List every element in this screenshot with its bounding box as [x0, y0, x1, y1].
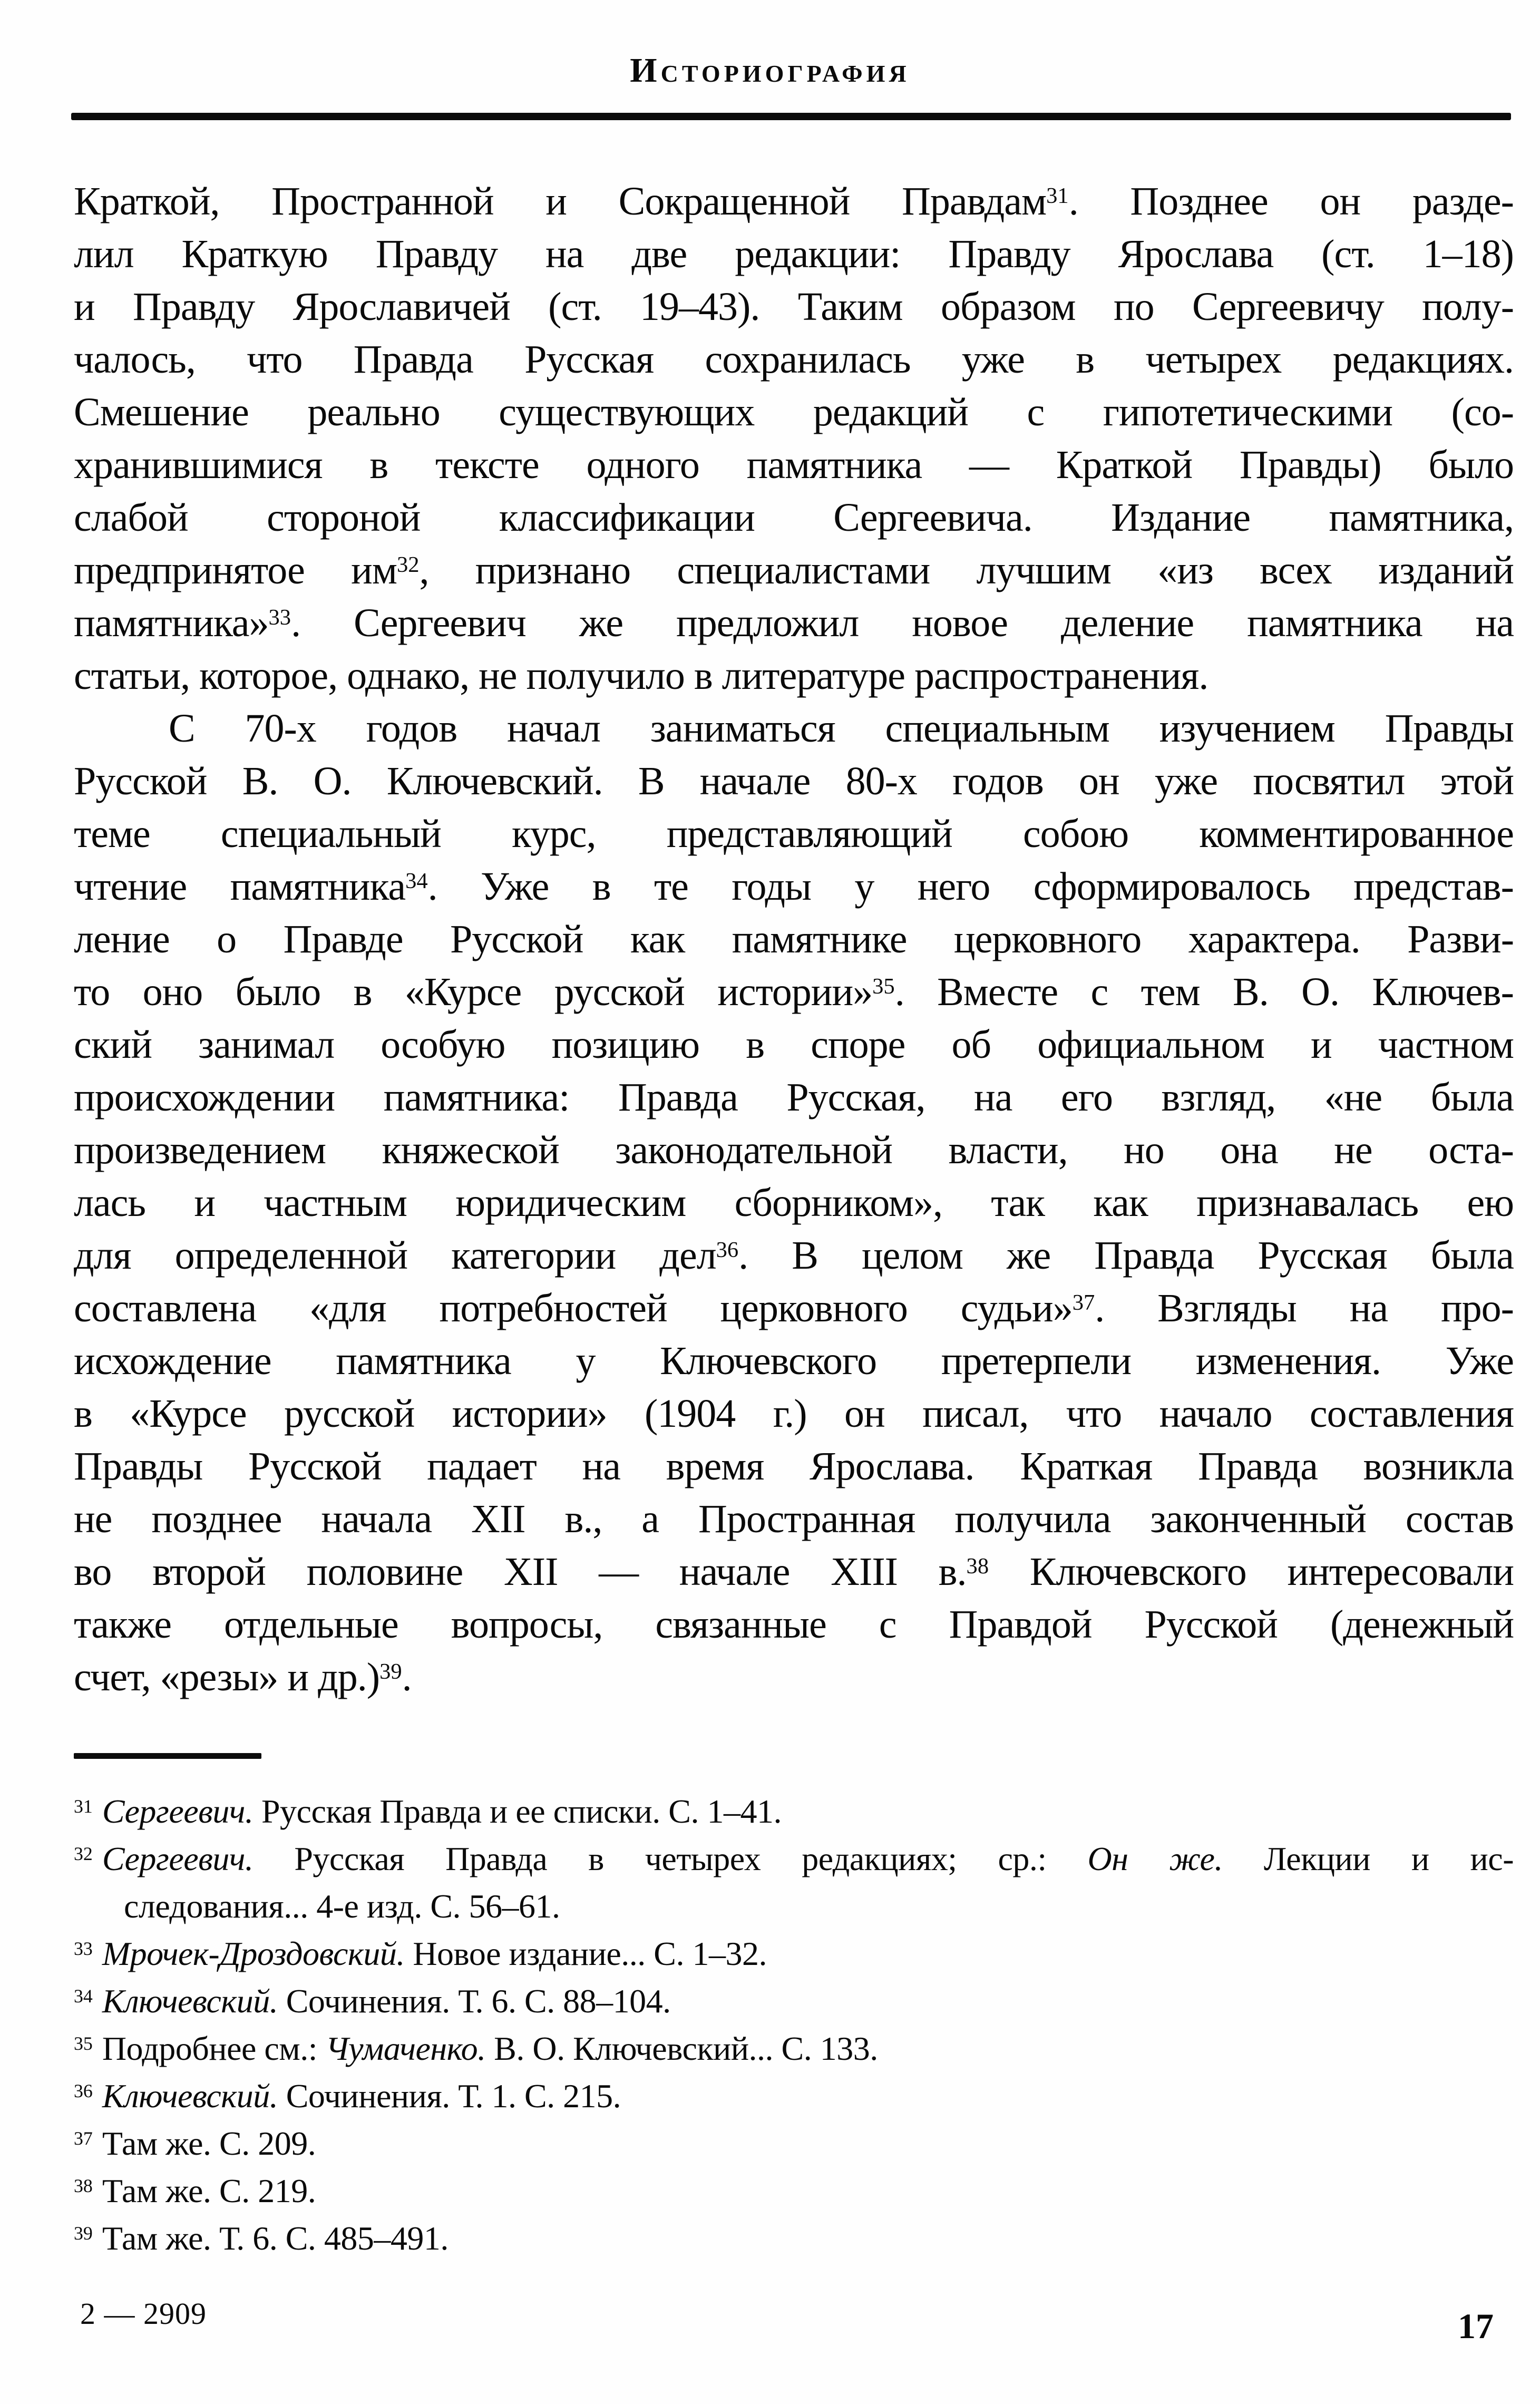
- text-line: чтение памятника$^{34}$. Уже в те годы у него сформировалось представ-: [74, 864, 1514, 909]
- footnote-number: 39: [74, 2223, 93, 2244]
- footnote-reference: 36: [716, 1237, 739, 1262]
- text-line: лась и частным юридическим сборником», так как признавалась ею: [74, 1181, 1514, 1225]
- footnote-reference: 39: [379, 1659, 402, 1684]
- footnote-number: 33: [74, 1938, 93, 1960]
- footnote-continuation: следования... 4-е изд. С. 56–61.: [124, 1887, 560, 1925]
- footnote: $^{34}$ Ключевский. Сочинения. Т. 6. С. 88–104.: [74, 1982, 671, 2020]
- page-number: 17: [1458, 2306, 1494, 2346]
- text-line: Смешение реально существующих редакций с гипотетическими (со-: [74, 390, 1514, 434]
- footnote: $^{35}$ Подробнее см.: Чумаченко. В. О. Ключевский... С. 133.: [74, 2030, 878, 2067]
- text-line: во второй половине XII — начале XIII в.$^{38}$ Ключевского интересовали: [74, 1550, 1514, 1594]
- footnote-reference: 34: [405, 868, 428, 893]
- footnote: $^{38}$ Там же. С. 219.: [74, 2172, 316, 2210]
- footnote-number: 36: [74, 2080, 93, 2102]
- text-line: составлена «для потребностей церковного судьи»$^{37}$. Взгляды на про-: [74, 1286, 1514, 1330]
- footnote-reference: 32: [396, 552, 420, 577]
- text-line: предпринятое $им^{32}$, признано специалистами лучшим «из всех изданий: [74, 548, 1514, 592]
- footnote-reference: 37: [1072, 1290, 1095, 1315]
- text-line: памятника»$^{33}$. Сергеевич же предложил новое деление памятника на: [74, 601, 1514, 645]
- footnote-number: 35: [74, 2033, 93, 2055]
- text-line: статьи, которое, однако, не получило в литературе распространения.: [74, 654, 1208, 698]
- footnote-reference: 38: [966, 1553, 989, 1579]
- text-line: Правды Русской падает на время Ярослава. Краткая Правда возникла: [74, 1444, 1514, 1488]
- footnote-reference: 31: [1046, 183, 1069, 208]
- footnote-number: 34: [74, 1986, 93, 2007]
- footnote-number: 31: [74, 1796, 93, 1817]
- body-text: [74, 175, 1514, 1704]
- text-line: исхождение памятника у Ключевского претерпели изменения. Уже: [74, 1339, 1514, 1383]
- footnote-separator: [74, 1753, 261, 1759]
- text-line: также отдельные вопросы, связанные с Правдой Русской (денежный: [74, 1602, 1514, 1647]
- running-head: Историография: [630, 51, 910, 90]
- print-signature: 2 — 2909: [80, 2296, 207, 2331]
- header-rule: [71, 113, 1511, 120]
- text-line: для определенной категории дел$^{36}$. В целом же Правда Русская была: [74, 1233, 1514, 1278]
- text-line: произведением княжеской законодательной власти, но она не оста-: [74, 1128, 1514, 1172]
- footnote: $^{37}$ Там же. С. 209.: [74, 2125, 316, 2162]
- text-line: чалось, что Правда Русская сохранилась уже в четырех редакциях.: [74, 337, 1514, 382]
- text-line: и Правду Ярославичей (ст. 19–43). Таким образом по Сергеевичу полу-: [74, 285, 1514, 329]
- text-line: то оно было в «Курсе русской истории»$^{35}$. Вместе с тем В. О. Ключев-: [74, 970, 1514, 1014]
- footnote-reference: 35: [872, 974, 895, 999]
- footnote-number: 37: [74, 2128, 93, 2149]
- text-line: ский занимал особую позицию в споре об официальном и частном: [74, 1023, 1514, 1067]
- text-line: слабой стороной классификации Сергеевича. Издание памятника,: [74, 495, 1514, 540]
- footnote-number: 38: [74, 2175, 93, 2197]
- footnote: $^{32}$ Сергеевич. Русская Правда в четырех редакциях; ср.: Он же. Лекции и ис-: [74, 1840, 1514, 1877]
- footnote: $^{33}$ Мрочек-Дроздовский. Новое издание... С. 1–32.: [74, 1935, 767, 1972]
- footnote: $^{39}$ Там же. Т. 6. С. 485–491.: [74, 2220, 449, 2257]
- footnote: $^{31}$ Сергеевич. Русская Правда и ее списки. С. 1–41.: [74, 1793, 782, 1830]
- footnote-reference: 33: [268, 605, 291, 630]
- text-line: Русской В. О. Ключевский. В начале 80-х годов он уже посвятил этой: [74, 759, 1514, 803]
- text-line: лил Краткую Правду на две редакции: Правду Ярослава (ст. 1–18): [74, 232, 1514, 276]
- text-line: счет, «резы» и др.)$^{39}$.: [74, 1655, 412, 1699]
- text-line: Краткой, Пространной и Сокращенной Правдам$^{31}$. Позднее он разде-: [74, 179, 1514, 223]
- text-line: С 70-х годов начал заниматься специальным изучением Правды: [169, 706, 1514, 751]
- text-line: хранившимися в тексте одного памятника — Краткой Правды) было: [74, 443, 1514, 487]
- text-line: происхождении памятника: Правда Русская, на его взгляд, «не была: [74, 1075, 1514, 1120]
- text-line: в «Курсе русской истории» (1904 г.) он писал, что начало составления: [74, 1391, 1514, 1436]
- text-line: не позднее начала XII в., а Пространная получила законченный состав: [74, 1497, 1514, 1541]
- footnote-number: 32: [74, 1843, 93, 1865]
- text-line: теме специальный курс, представляющий собою комментированное: [74, 812, 1514, 856]
- footnotes: [74, 1788, 1514, 2262]
- text-line: ление о Правде Русской как памятнике церковного характера. Разви-: [74, 917, 1514, 961]
- footnote: $^{36}$ Ключевский. Сочинения. Т. 1. С. 215.: [74, 2077, 621, 2115]
